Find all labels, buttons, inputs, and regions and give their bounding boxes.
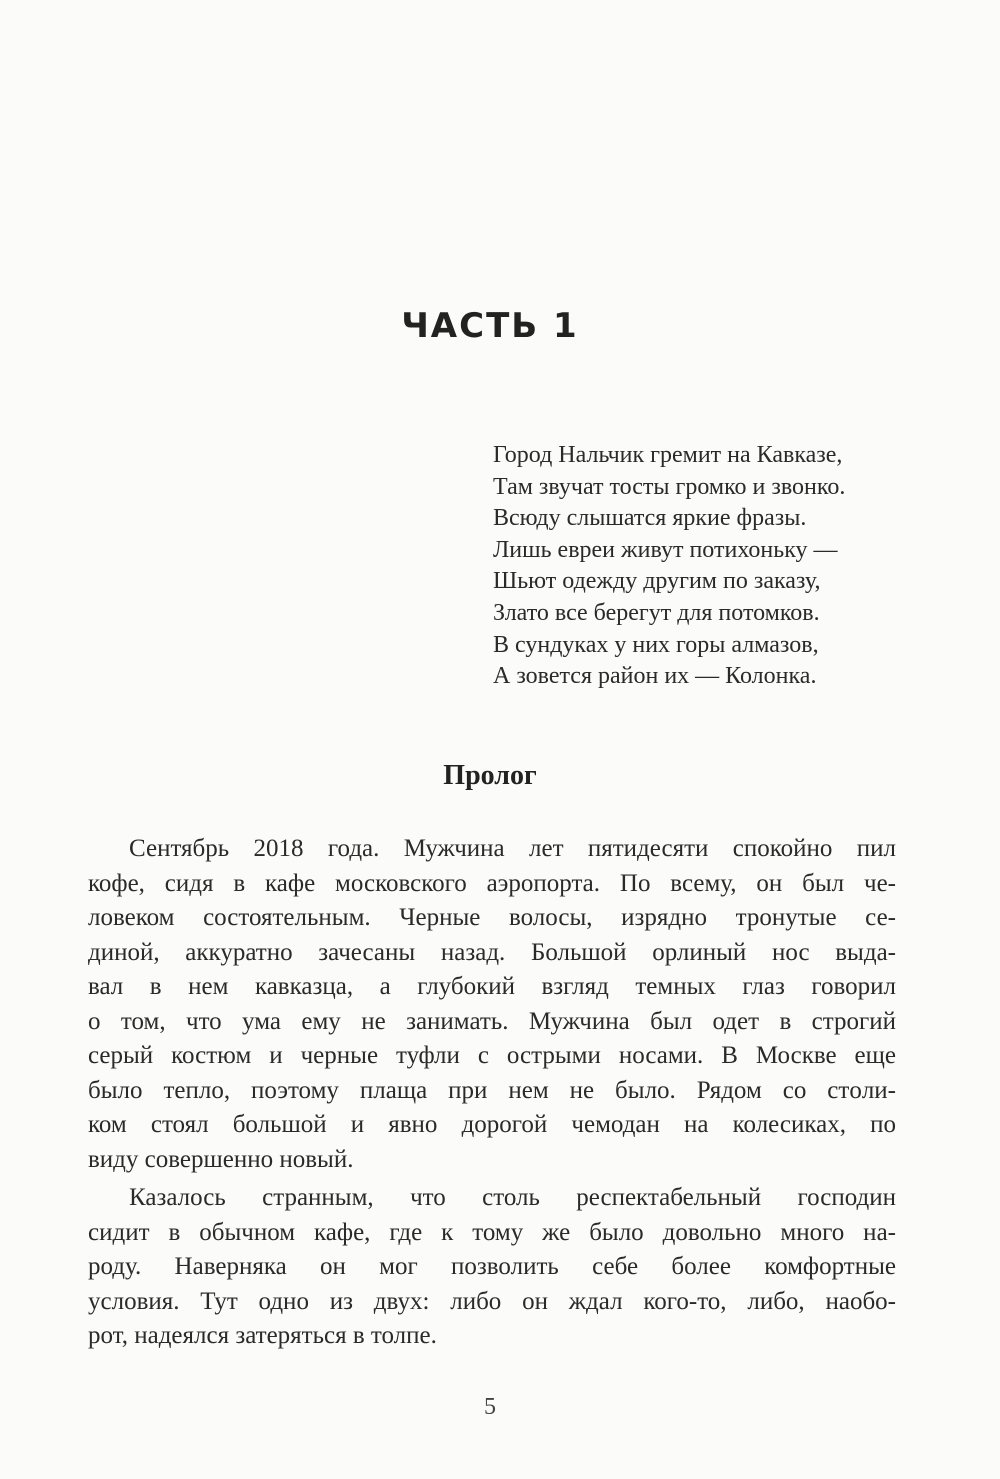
- text-line: условия. Тут одно из двух: либо он ждал кого-то, либо, наобо-: [88, 1287, 896, 1315]
- epigraph-line: Всюду слышатся яркие фразы.: [493, 505, 807, 532]
- part-title: ЧАСТЬ 1: [401, 306, 579, 346]
- prologue-title: Пролог: [443, 760, 537, 791]
- epigraph-line: Город Нальчик гремит на Кавказе,: [493, 442, 843, 468]
- text-line: Казалось странным, что столь респектабельный господин: [129, 1184, 896, 1211]
- prologue-body: [88, 832, 896, 1354]
- epigraph-line: Лишь евреи живут потихоньку —: [493, 536, 838, 563]
- epigraph-line: Злато все берегут для потомков.: [493, 599, 820, 626]
- page-number: 5: [484, 1394, 496, 1420]
- paragraph-2: [88, 1181, 896, 1354]
- text-line: серый костюм и черные туфли с острыми носами. В Москве еще: [88, 1042, 896, 1069]
- text-line: виду совершенно новый.: [88, 1145, 354, 1173]
- text-line: Сентябрь 2018 года. Мужчина лет пятидесяти спокойно пил: [129, 835, 896, 862]
- epigraph-line: А зовется район их — Колонка.: [493, 663, 817, 690]
- epigraph-line: В сундуках у них горы алмазов,: [493, 631, 819, 658]
- text-line: кофе, сидя в кафе московского аэропорта. По всему, он был че-: [88, 869, 896, 897]
- text-line: вал в нем кавказца, а глубокий взгляд темных глаз говорил: [88, 973, 896, 1000]
- text-line: рот, надеялся затеряться в толпе.: [88, 1322, 437, 1349]
- paragraph-1: [88, 832, 896, 1177]
- epigraph-line: Там звучат тосты громко и звонко.: [493, 473, 846, 500]
- epigraph-line: Шьют одежду другим по заказу,: [493, 568, 821, 595]
- text-line: о том, что ума ему не занимать. Мужчина был одет в строгий: [88, 1007, 896, 1035]
- text-line: ком стоял большой и явно дорогой чемодан на колесиках, по: [88, 1111, 896, 1138]
- text-line: диной, аккуратно зачесаны назад. Большой орлиный нос выда-: [88, 938, 896, 966]
- text-line: роду. Наверняка он мог позволить себе более комфортные: [88, 1253, 896, 1280]
- epigraph-poem: [493, 440, 973, 693]
- text-line: было тепло, поэтому плаща при нем не было. Рядом со стoли-: [88, 1076, 896, 1104]
- text-line: ловеком состоятельным. Черные волосы, изрядно тронутые се-: [88, 904, 896, 931]
- text-line: сидит в обычном кафе, где к тому же было довольно много на-: [88, 1218, 896, 1246]
